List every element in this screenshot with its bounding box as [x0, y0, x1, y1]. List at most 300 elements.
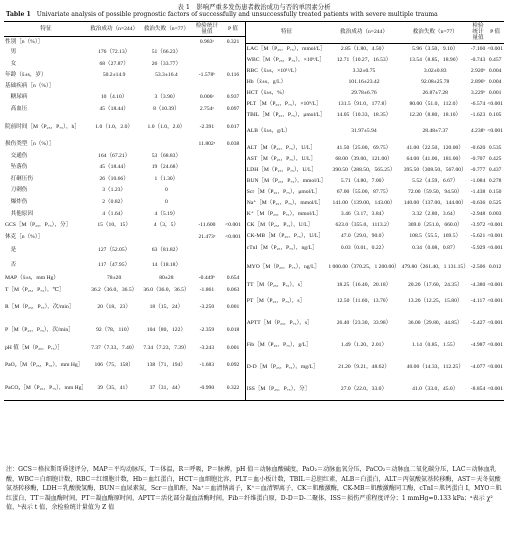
row-feature: R［M（P₂₅，P₇₅），次/min］	[5, 303, 75, 310]
row-p: <0.001	[486, 378, 504, 400]
row-feature: CK-MB［M（P₂₅，P₇₅），U/L］	[246, 232, 324, 239]
row-feature: 男	[5, 49, 17, 56]
row-p	[221, 243, 244, 258]
table-row	[4, 284, 245, 296]
row-feature: PaCO₂［M（P₂₅，P₇₅），mm Hg］	[4, 377, 88, 400]
header-failure: 救治失败（n=77）	[140, 22, 192, 37]
row-failure: 13.20（12.25，15.80）	[407, 298, 463, 304]
row-p: 0.425	[488, 155, 502, 162]
row-success: 21.20（9.21，48.62）	[338, 364, 390, 370]
row-stat: -0.449ᵇ	[198, 274, 215, 281]
table-row	[4, 295, 245, 318]
table-row	[245, 219, 504, 230]
row-feature: cTnI［M（P₂₅，P₇₅），ng/L］	[246, 245, 318, 251]
row-feature: RBC（x̄±s，×10¹²/L）	[246, 67, 300, 74]
table-caption-en	[0, 11, 508, 19]
row-feature: 年龄（x̄±s，岁）	[5, 72, 47, 79]
row-feature: 交通伤	[5, 152, 28, 159]
row-feature: 坠落伤	[5, 164, 28, 171]
row-stat: -0.707	[470, 155, 486, 162]
row-stat: 2.920ᵇ	[470, 67, 486, 74]
row-success: 14.05（10.33，18.35）	[336, 111, 392, 118]
table-row	[245, 164, 504, 175]
row-p: 0.278	[488, 177, 502, 184]
row-success: 67.00（55.00，87.75）	[336, 188, 392, 195]
row-success: 18.25（16.40，20.18）	[336, 281, 392, 288]
table-row	[4, 319, 245, 342]
row-success: 3.46（3.17，3.84）	[340, 210, 388, 217]
row-failure: 5.96（3.50，9.10）	[412, 45, 459, 52]
row-p	[221, 58, 244, 70]
row-feature: TT［M（P₂₅，P₇₅），s］	[246, 281, 306, 288]
row-stat: -4.117	[470, 298, 486, 304]
table-row	[4, 58, 245, 70]
table-row	[245, 279, 504, 290]
row-failure: 18（15，24）	[149, 303, 184, 310]
row-stat	[193, 196, 222, 208]
row-success	[88, 81, 140, 92]
table-header-row	[245, 22, 504, 44]
table-row	[4, 46, 245, 58]
row-p: 0.525	[488, 199, 502, 206]
row-failure: 104（80，122）	[146, 327, 186, 334]
row-success: 15（10，15）	[97, 222, 131, 229]
row-failure	[140, 138, 192, 150]
row-p: 0.012	[488, 264, 502, 270]
row-failure: 3（3.90）	[154, 94, 179, 101]
row-failure: 1（1.30）	[154, 175, 179, 182]
row-stat: -5.929	[470, 245, 486, 251]
row-feature: 糖尿病	[5, 94, 28, 101]
row-failure: 51（66.23）	[151, 49, 182, 56]
row-p: 0.322	[221, 377, 244, 400]
table-row	[4, 231, 245, 243]
row-p: <0.001	[487, 45, 503, 52]
row-failure: 0	[164, 187, 168, 194]
row-feature: K⁺［M（P₂₅，P₇₅），mmol/L］	[246, 210, 322, 217]
row-success: 7.37（7.33，7.40）	[91, 344, 138, 351]
row-failure: 395.50（308.50，567.00）	[403, 166, 467, 173]
table-left-body	[4, 37, 245, 400]
row-stat	[193, 58, 222, 70]
row-stat: -2.948	[470, 210, 486, 217]
row-feature: 休克［n（%）］	[5, 233, 44, 240]
row-stat: 0.006ᵃ	[199, 94, 214, 101]
row-success: 39（35，41）	[88, 377, 140, 400]
row-failure: 0	[164, 198, 168, 205]
row-feature: 高血压	[5, 106, 28, 113]
row-p: <0.001	[487, 232, 503, 239]
table-right	[245, 21, 504, 401]
table-row	[245, 312, 504, 334]
row-success: 12.50（11.60，13.70）	[336, 298, 392, 304]
row-success: 78±20	[107, 274, 122, 281]
row-failure: 41.0（33.0，45.0）	[401, 378, 470, 400]
row-success: 1 000.00（370.25，1 200.00）	[328, 264, 400, 270]
table-row	[4, 150, 245, 162]
table-row	[4, 196, 245, 208]
row-feature: MAP（x̄±s，mm Hg）	[5, 274, 59, 281]
row-success: 26.40（23.30，33.98）	[336, 320, 392, 326]
row-feature: GCS［M（P₂₅，P₇₅），分］	[5, 222, 72, 229]
table-row	[4, 219, 245, 231]
table-row	[245, 109, 504, 120]
row-p: 0.116	[226, 72, 240, 79]
row-p: 0.063	[226, 286, 240, 293]
row-p: 0.017	[226, 123, 240, 130]
row-stat: -4.380	[470, 281, 486, 288]
row-feature: 爆炸伤	[5, 198, 28, 205]
row-success: 31.97±5.94	[351, 128, 377, 134]
row-success: 92（78，110）	[96, 327, 133, 334]
table-row	[4, 81, 245, 92]
row-success: 0.03（0.01，0.22）	[340, 245, 388, 251]
row-p: 0.001	[226, 344, 240, 351]
row-success: 36.2（36.0，36.5）	[91, 286, 138, 293]
row-stat: 2.754ᵃ	[199, 106, 214, 113]
row-stat: -1.683	[199, 362, 215, 369]
row-p	[221, 46, 244, 58]
row-success: 117（47.95）	[98, 261, 131, 268]
row-success: 4（1.64）	[102, 210, 127, 217]
row-feature: LAC［M（P₂₅，P₇₅），mmol/L］	[246, 45, 326, 52]
row-failure: 108.5（55.5，169.5）	[409, 232, 462, 239]
table-row	[245, 378, 504, 400]
row-p: 0.437	[488, 166, 502, 173]
table-row	[4, 185, 245, 197]
row-feature: PT［M（P₂₅，P₇₅），s］	[246, 298, 306, 304]
row-failure: 28.48±7.37	[422, 128, 448, 134]
row-stat	[193, 185, 222, 197]
table-row	[245, 65, 504, 76]
row-success: 2（0.82）	[102, 198, 127, 205]
row-success: 29.78±6.76	[351, 89, 377, 96]
row-feature: P［M（P₂₅，P₇₅），次/min］	[5, 327, 74, 334]
row-stat: 4.238ᵇ	[470, 128, 486, 134]
row-success: 50.2±14.9	[102, 72, 126, 79]
row-failure: 13.54（8.85，18.90）	[409, 56, 462, 63]
row-stat: 3.229ᵇ	[470, 89, 486, 96]
row-success: 27.0（22.0，33.0）	[327, 378, 400, 400]
row-stat: 0.983ᵃ	[199, 38, 214, 45]
row-stat	[193, 161, 222, 173]
table-row	[4, 115, 245, 138]
row-success: 20（18，23）	[97, 303, 131, 310]
row-p: <0.001	[487, 245, 503, 251]
row-stat: -8.854	[470, 378, 486, 400]
row-stat: -3.972	[470, 221, 486, 228]
table-row	[4, 70, 245, 82]
row-p: <0.001	[487, 298, 503, 304]
row-failure: 40.00（14.33，112.25）	[406, 364, 464, 370]
row-stat: -1.623	[470, 111, 486, 118]
row-failure: 26（33.77）	[151, 60, 182, 67]
row-feature: MYO［M（P₂₅，P₇₅），ng/L］	[246, 264, 321, 270]
table-row	[4, 354, 245, 377]
row-failure: 0.34（0.08，0.87）	[412, 245, 459, 251]
row-stat: -4.987	[470, 342, 486, 348]
table-row	[4, 243, 245, 258]
row-failure: 3.02±0.83	[423, 67, 447, 74]
row-p	[221, 208, 244, 220]
row-success: 3（1.23）	[102, 187, 127, 194]
row-stat: -3.243	[199, 344, 215, 351]
table-left	[4, 21, 245, 401]
row-p: 0.038	[226, 140, 240, 147]
header-success: 救治成功（n=244）	[88, 22, 140, 37]
row-failure: 1.14（0.85，1.55）	[412, 342, 459, 348]
row-p	[221, 81, 244, 92]
row-p: <0.001	[487, 128, 503, 134]
row-failure: 80.00（51.0，112.0）	[409, 100, 461, 107]
header-feature: 特征	[4, 22, 88, 37]
table-row	[4, 208, 245, 220]
row-feature: 女	[5, 60, 17, 67]
row-success: 176（72.13）	[98, 49, 131, 56]
row-p: 0.001	[226, 303, 240, 310]
row-success: 45（18.44）	[99, 164, 129, 171]
row-failure: 5.52（4.59，6.67）	[412, 177, 459, 184]
table-row	[245, 87, 504, 98]
row-feature: 是	[5, 246, 17, 253]
row-stat	[193, 81, 222, 92]
row-stat: 11.802ᵃ	[198, 140, 216, 147]
row-p: <0.001	[225, 222, 241, 229]
row-p	[221, 185, 244, 197]
row-stat: -1.084	[470, 177, 486, 184]
row-stat	[193, 208, 222, 220]
row-stat: -11.600	[198, 222, 216, 229]
row-stat: -0.990	[193, 377, 222, 400]
row-feature: 院前时间［M（P₂₅，P₇₅），h］	[5, 123, 80, 130]
row-p: <0.001	[487, 281, 503, 288]
table-row	[245, 76, 504, 87]
row-success: 68（27.87）	[99, 60, 129, 67]
table-row	[245, 120, 504, 142]
row-p: <0.001	[487, 364, 503, 370]
row-feature: Na⁺［M（P₂₅，P₇₅），mmol/L］	[246, 199, 324, 206]
row-stat	[193, 243, 222, 258]
row-stat: -2.506	[470, 264, 486, 270]
row-failure: 72.00（59.50，94.50）	[407, 188, 463, 195]
row-feature: HCT（x̄±s，%）	[246, 89, 288, 96]
row-failure: 26.87±7.28	[422, 89, 448, 96]
table-row	[245, 186, 504, 197]
row-stat: -1.578ᵇ	[198, 72, 215, 79]
row-p	[221, 150, 244, 162]
header-success: 救治成功（n=244）	[327, 22, 400, 44]
row-success: 623.0（355.0，1113.2）	[335, 221, 393, 228]
row-p: 0.097	[226, 106, 240, 113]
header-p: P 值	[486, 22, 504, 44]
row-success: 5.71（4.80，7.00）	[340, 177, 388, 184]
row-failure: 7.34（7.23，7.39）	[143, 344, 190, 351]
row-failure: 4（5.19）	[154, 210, 179, 217]
table-caption-cn: 表 1 影响严重多发伤患者救治成功与否的单因素分析	[177, 3, 331, 11]
data-table-container	[4, 21, 504, 401]
row-failure: 36.00（29.80，44.85）	[407, 320, 463, 326]
row-success: 10（4.10）	[100, 94, 128, 101]
table-row	[245, 208, 504, 219]
row-feature: WBC［M（P₂₅，P₇₅），×10⁹/L］	[246, 56, 325, 63]
row-feature: ISS［M（P₂₅，P₇₅），分］	[245, 378, 327, 400]
row-failure: 12.20（8.80，18.10）	[409, 111, 462, 118]
row-p: 0.003	[488, 210, 502, 217]
row-feature: T［M（P₂₅，P₇₅），℃］	[5, 286, 65, 293]
table-row	[4, 342, 245, 354]
row-failure: 63（81.82）	[151, 246, 182, 253]
table-row	[245, 290, 504, 312]
row-p: 0.004	[488, 67, 502, 74]
row-feature: APTT［M（P₂₅，P₇₅），s］	[246, 320, 313, 326]
row-failure: 36.0（36.0，36.5）	[143, 286, 190, 293]
table-caption-label: Table 1	[6, 11, 31, 18]
row-success: 45（18.44）	[99, 106, 129, 113]
row-stat: -6.574	[470, 100, 486, 107]
row-failure: 14（18.18）	[151, 261, 182, 268]
row-stat	[193, 257, 222, 272]
row-stat: -3.250	[199, 303, 215, 310]
row-p: 0.535	[488, 144, 502, 151]
row-feature: ALB（x̄±s，g/L）	[246, 128, 291, 134]
row-failure: 20.20（17.60，24.35）	[407, 281, 463, 288]
row-feature: PLT［M（P₂₅，P₇₅），×10⁹/L］	[246, 100, 322, 107]
row-success: 141.00（139.00，143.00）	[332, 199, 396, 206]
row-stat: 21.473ᵃ	[198, 233, 216, 240]
row-failure: 92.08±25.78	[421, 78, 450, 85]
row-success: 26（10.66）	[99, 175, 129, 182]
table-row	[245, 255, 504, 279]
row-stat	[193, 150, 222, 162]
row-stat: -1.861	[199, 286, 215, 293]
row-failure: 138（71，194）	[146, 362, 186, 369]
table-row	[245, 334, 504, 356]
row-feature: PaO₂［M（P₂₅，P₇₅），mm Hg］	[5, 362, 84, 369]
row-stat	[193, 173, 222, 185]
row-stat: -1.438	[470, 188, 486, 195]
row-success	[88, 231, 140, 243]
row-failure: 41.00（22.50，120.00）	[406, 144, 464, 151]
row-failure	[140, 37, 192, 47]
header-stat: 检验统计量值	[470, 22, 486, 44]
row-stat: -0.636	[470, 199, 486, 206]
table-row	[4, 272, 245, 284]
row-success: 1.49（1.20，2.01）	[340, 342, 388, 348]
row-stat: -0.743	[470, 56, 486, 63]
row-feature: 打砸压伤	[5, 175, 33, 182]
row-success	[88, 37, 140, 47]
row-feature: CK［M（P₂₅，P₇₅），U/L］	[246, 221, 314, 228]
table-row	[4, 103, 245, 115]
row-p: 0.457	[488, 56, 502, 63]
row-success	[88, 138, 140, 150]
row-p: 0.001	[488, 89, 502, 96]
row-feature: ALT［M（P₂₅，P₇₅），U/L］	[246, 144, 316, 151]
row-p: 0.654	[226, 274, 240, 281]
table-row	[245, 43, 504, 54]
row-stat: -2.391	[199, 123, 215, 130]
header-stat: 检验统计量值	[193, 22, 222, 37]
row-success: 1.0（1.0，2.0）	[95, 123, 134, 130]
table-row	[245, 197, 504, 208]
row-stat: -0.777	[470, 166, 486, 173]
table-row	[4, 92, 245, 104]
table-row	[245, 142, 504, 153]
row-feature: TBIL［M（P₂₅，P₇₅），μmol/L］	[246, 111, 326, 118]
table-row	[245, 153, 504, 164]
table-right-body	[245, 43, 504, 400]
row-failure: 53.3±16.4	[155, 72, 178, 79]
row-p: 0.004	[488, 78, 502, 85]
table-row	[245, 175, 504, 186]
row-stat: -0.620	[470, 144, 486, 151]
row-feature: D-D［M（P₂₅，P₇₅），mg/L］	[246, 364, 319, 370]
row-feature: 否	[5, 261, 17, 268]
row-feature: LDH［M（P₂₅，P₇₅），U/L］	[246, 166, 318, 173]
table-row	[4, 161, 245, 173]
table-row	[4, 37, 245, 47]
row-feature: Fib［M（P₂₅，P₇₅），g/L］	[246, 342, 312, 348]
table-row	[245, 241, 504, 255]
row-p: <0.001	[487, 342, 503, 348]
row-p	[221, 196, 244, 208]
row-failure	[140, 81, 192, 92]
row-success: 68.00（39.00，121.00）	[335, 155, 393, 162]
row-p: 0.150	[488, 188, 502, 195]
row-p: 0.092	[226, 362, 240, 369]
row-stat: 2.896ᵇ	[470, 78, 486, 85]
row-stat: -5.427	[470, 320, 486, 326]
row-success: 41.50（25.00，69.75）	[336, 144, 392, 151]
row-p: <0.001	[487, 100, 503, 107]
header-feature: 特征	[245, 22, 327, 44]
row-success: 47.0（29.0，90.0）	[340, 232, 388, 239]
table-row	[4, 377, 245, 400]
row-failure: 37（31，44）	[140, 377, 192, 400]
row-p	[221, 257, 244, 272]
row-failure: 80±28	[159, 274, 174, 281]
row-p: 0.321	[226, 38, 240, 45]
row-success: 164（67.21）	[98, 152, 131, 159]
row-stat: -2.359	[199, 327, 215, 334]
row-p: <0.001	[225, 233, 241, 240]
row-failure: 64.00（41.00，181.00）	[406, 155, 464, 162]
row-failure: 140.00（137.00，144.00）	[403, 199, 467, 206]
row-feature: BUN［M（P₂₅，P₇₅），mmol/L］	[246, 177, 327, 184]
row-feature: 刀刺伤	[5, 187, 28, 194]
row-failure: 8（10.39）	[153, 106, 180, 113]
row-p	[221, 161, 244, 173]
row-p	[221, 173, 244, 185]
row-p: <0.001	[487, 221, 503, 228]
table-row	[4, 173, 245, 185]
row-p: <0.001	[487, 320, 503, 326]
row-success: 2.85（1.80，4.50）	[340, 45, 388, 52]
row-p: 0.018	[226, 327, 240, 334]
row-feature: pH 值［M（P₂₅，P₇₅）］	[5, 344, 63, 351]
row-feature: 损伤类型［n（%）］	[5, 140, 55, 147]
row-failure: 1.0（1.0，2.0）	[147, 123, 186, 130]
row-failure: 3.32（2.80，3.64）	[412, 210, 459, 217]
table-row	[4, 138, 245, 150]
row-success: 127（52.05）	[98, 246, 131, 253]
row-success: 12.71（10.27，16.53）	[336, 56, 392, 63]
row-success: 101.16±23.42	[348, 78, 380, 85]
table-header-row	[4, 22, 245, 37]
row-feature: AST［M（P₂₅，P₇₅），U/L］	[246, 155, 317, 162]
row-failure: 4（3，5）	[153, 222, 179, 229]
row-failure: 479.80（261.40，1 131.15）	[401, 264, 469, 270]
